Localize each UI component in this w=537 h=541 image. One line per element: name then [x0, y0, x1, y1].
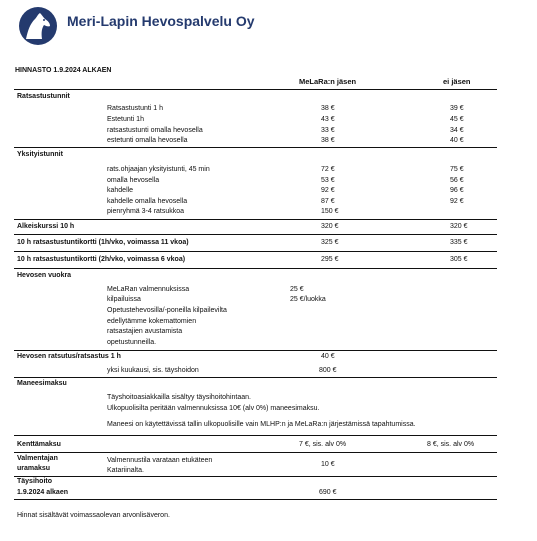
- note-line: Katariinalta.: [107, 467, 144, 474]
- price: 40 €: [321, 353, 335, 360]
- note-line: opetustunneilla.: [107, 339, 157, 346]
- price-nonmember: 8 €, sis. alv 0%: [427, 441, 475, 448]
- price-nonmember: 40 €: [450, 137, 464, 144]
- price: 690 €: [319, 489, 337, 496]
- price-nonmember: 34 €: [450, 127, 464, 134]
- price-nonmember: 92 €: [450, 198, 464, 205]
- price-nonmember: 56 €: [450, 177, 464, 184]
- section-title-vuokra: Hevosen vuokra: [17, 272, 72, 279]
- price-member: 53 €: [321, 177, 335, 184]
- section-title-valmentaja: Valmentajan: [17, 455, 58, 462]
- section-title-maneesi: Maneesimaksu: [17, 380, 67, 387]
- price: 25 €/luokka: [290, 296, 326, 303]
- divider: [14, 251, 497, 252]
- price-nonmember: 45 €: [450, 116, 464, 123]
- divider: [14, 435, 497, 436]
- price-member: 325 €: [321, 239, 339, 246]
- section-title-taysihoito: Täysihoito: [17, 478, 53, 485]
- row-label: yksi kuukausi, sis. täyshoidon: [107, 367, 199, 374]
- price-list-title: HINNASTO 1.9.2024 ALKAEN: [15, 67, 112, 74]
- price: 25 €: [290, 286, 304, 293]
- price-member: 320 €: [321, 223, 339, 230]
- divider: [14, 452, 497, 453]
- row-label: rats.ohjaajan yksityistunti, 45 min: [107, 166, 210, 173]
- section-title-kortti-2h: 10 h ratsastustuntikortti (2h/vko, voimassa 6 vkoa): [17, 256, 186, 263]
- row-label: ratsastustunti omalla hevosella: [107, 127, 203, 134]
- divider: [14, 268, 497, 269]
- divider: [14, 234, 497, 235]
- row-label: MeLaRan valmennuksissa: [107, 286, 190, 293]
- section-title-kortti-1h: 10 h ratsastustuntikortti (1h/vko, voimassa 11 vkoa): [17, 239, 189, 246]
- divider: [14, 147, 497, 148]
- price-nonmember: 96 €: [450, 187, 464, 194]
- footer-note: Hinnat sisältävät voimassaolevan arvonlisäveron.: [17, 512, 170, 519]
- divider: [14, 499, 497, 500]
- row-label: kilpailuissa: [107, 296, 141, 303]
- price-nonmember: 39 €: [450, 105, 464, 112]
- divider: [14, 219, 497, 220]
- price-member: 38 €: [321, 137, 335, 144]
- company-name: Meri-Lapin Hevospalvelu Oy: [67, 13, 255, 29]
- row-label: Estetunti 1h: [107, 116, 144, 123]
- price-member: 72 €: [321, 166, 335, 173]
- note-line: Maneesi on käytettävissä tallin ulkopuolisille vain MLHP:n ja MeLaRa:n järjestämissä tapahtumissa.: [107, 421, 416, 428]
- price-nonmember: 75 €: [450, 166, 464, 173]
- section-title-taysihoito-2: 1.9.2024 alkaen: [17, 489, 68, 496]
- price: 800 €: [319, 367, 337, 374]
- section-title-yksityistunnit: Yksityistunnit: [17, 151, 63, 158]
- column-header-nonmember: ei jäsen: [443, 77, 471, 86]
- divider: [14, 377, 497, 378]
- price-member: 7 €, sis. alv 0%: [299, 441, 347, 448]
- divider: [14, 89, 497, 90]
- price: 10 €: [321, 461, 335, 468]
- note-line: Valmennustila varataan etukäteen: [107, 457, 213, 464]
- row-label: estetunti omalla hevosella: [107, 137, 188, 144]
- row-label: omalla hevosella: [107, 177, 160, 184]
- row-label: pienryhmä 3-4 ratsukkoa: [107, 208, 185, 215]
- price-member: 150 €: [321, 208, 339, 215]
- price-nonmember: 305 €: [450, 256, 468, 263]
- section-title-kenttamaksu: Kenttämaksu: [17, 441, 61, 448]
- section-title-ratsastustunnit: Ratsastustunnit: [17, 93, 70, 100]
- row-label: kahdelle omalla hevosella: [107, 198, 188, 205]
- price-nonmember: 335 €: [450, 239, 468, 246]
- price-member: 295 €: [321, 256, 339, 263]
- section-title-ratsutus: Hevosen ratsutus/ratsastus 1 h: [17, 353, 121, 360]
- row-label: Ratsastustunti 1 h: [107, 105, 164, 112]
- section-title-valmentaja-2: uramaksu: [17, 465, 51, 472]
- note-line: Täyshoitoasiakkailla sisältyy täysihoitohintaan.: [107, 394, 251, 401]
- price-member: 87 €: [321, 198, 335, 205]
- note-line: edellytämme kokemattomien: [107, 318, 197, 325]
- price-member: 33 €: [321, 127, 335, 134]
- note-line: ratsastajien avustamista: [107, 328, 183, 335]
- column-header-member: MeLaRa:n jäsen: [299, 77, 357, 86]
- divider: [14, 476, 497, 477]
- price-member: 43 €: [321, 116, 335, 123]
- note-line: Opetustehevosilla/-poneilla kilpailevilta: [107, 307, 227, 314]
- price-nonmember: 320 €: [450, 223, 468, 230]
- row-label: kahdelle: [107, 187, 134, 194]
- divider: [14, 350, 497, 351]
- section-title-alkeiskurssi: Alkeiskurssi 10 h: [17, 223, 75, 230]
- price-member: 92 €: [321, 187, 335, 194]
- price-member: 38 €: [321, 105, 335, 112]
- note-line: Ulkopuolisilta peritään valmennuksissa 10€ (alv 0%) maneesimaksu.: [107, 405, 320, 412]
- company-logo: [17, 6, 59, 46]
